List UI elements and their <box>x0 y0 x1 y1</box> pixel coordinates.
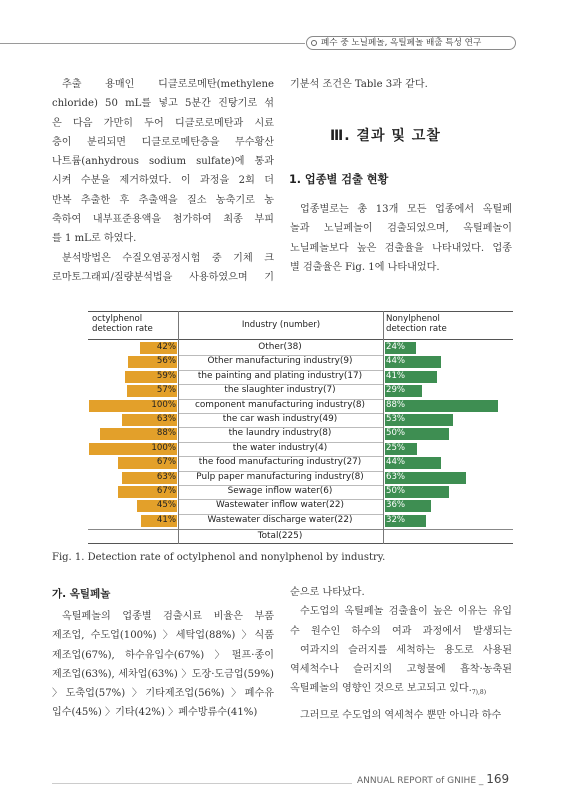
bullet-icon <box>311 40 317 46</box>
detection-rate-chart <box>88 311 513 544</box>
text-line: 순으로 나타났다. <box>290 587 365 598</box>
total-count: Total(225) <box>257 531 303 541</box>
text-line: 추출 용매인 디클로로메탄(methylene <box>62 79 274 90</box>
text-line: 노닐페놀보다 높은 검출율을 나타내었다. 업종 <box>290 242 512 254</box>
industry-label: the water industry(4) <box>232 442 328 453</box>
nonylphenol-value-label: 53% <box>386 414 406 424</box>
running-head-text: 폐수 중 노닐페놀, 옥틸페놀 배출 특성 연구 <box>321 38 482 48</box>
octylphenol-value-label: 63% <box>156 414 176 424</box>
text-line: 수 원수인 하수의 여과 과정에서 발생되는 <box>290 625 512 637</box>
nonylphenol-value-label: 32% <box>386 514 406 525</box>
row-separator <box>179 370 383 371</box>
header-nonylphenol-line2: detection rate <box>386 324 447 334</box>
row-separator <box>179 384 383 385</box>
nonylphenol-value-label: 44% <box>386 457 406 468</box>
octylphenol-value-label: 67% <box>156 486 176 496</box>
nonylphenol-value-label: 63% <box>386 471 406 482</box>
nonylphenol-value-label: 50% <box>386 486 406 496</box>
header-octylphenol-line2: detection rate <box>92 324 153 334</box>
text-line: 반복 추출한 후 추출액을 질소 농축기로 농 <box>52 194 274 206</box>
industry-label: the food manufacturing industry(27) <box>198 457 362 468</box>
text-line: 그러므로 수도업의 역세척수 뿐만 아니라 하수 <box>300 710 502 722</box>
right-column-upper <box>290 75 512 94</box>
industry-label: Wastewater inflow water(22) <box>215 500 344 511</box>
text-line: 제조업(67%), 하수유입수(67%) 〉펄프·종이 <box>52 649 274 661</box>
nonylphenol-value-label: 29% <box>386 385 406 396</box>
industry-label: the laundry industry(8) <box>228 428 332 439</box>
row-separator <box>179 471 383 472</box>
header-octylphenol-line1: octylphenol <box>92 314 143 324</box>
header-octylphenol <box>92 314 153 334</box>
industry-label: component manufacturing industry(8) <box>194 399 366 410</box>
text-line: 놀과 노닐페놀이 검출되었으며, 옥틸페놀이 <box>290 223 512 235</box>
nonylphenol-value-label: 44% <box>386 356 406 367</box>
header-nonylphenol-line1: Nonylphenol <box>386 314 440 324</box>
header-rule <box>0 43 305 44</box>
left-column-lower <box>52 583 274 723</box>
text-line: 수도업의 옥틸페놀 검출율이 높은 이유는 유입 <box>300 606 512 618</box>
right-column-detection <box>290 200 512 277</box>
text-line: 제조업(63%), 세차업(63%) 〉도장·도금업(59%) <box>52 668 274 680</box>
row-separator <box>179 399 383 400</box>
octylphenol-value-label: 41% <box>156 514 176 525</box>
text-line: 여과지의 슬러지를 세척하는 용도로 사용된 <box>300 644 512 656</box>
reference-superscript: 7),8) <box>471 689 487 697</box>
industry-label: the painting and plating industry(17) <box>197 370 363 381</box>
footer-rule <box>52 783 352 784</box>
row-separator <box>179 514 383 515</box>
industry-label: Wastewater discharge water(22) <box>207 514 353 525</box>
text-line: 옥틸페놀의 영향인 것으로 보고되고 있다. <box>290 683 472 695</box>
text-line: 옥틸페놀의 업종별 검출시료 비율은 부품 <box>62 611 274 622</box>
octylphenol-value-label: 100% <box>151 442 176 453</box>
text-line: 은 다음 가만히 두어 디클로로메탄과 시료 <box>52 117 274 129</box>
header-nonylphenol <box>386 314 447 334</box>
industry-label: Other manufacturing industry(9) <box>207 356 353 367</box>
footer <box>357 772 509 786</box>
industry-label: the slaughter industry(7) <box>224 385 336 396</box>
text-line: 축하여 내부표준용액을 첨가하여 최종 부피 <box>52 214 274 226</box>
left-column-upper <box>52 75 274 287</box>
industry-label: Pulp paper manufacturing industry(8) <box>196 471 364 482</box>
row-separator <box>179 427 383 428</box>
footer-journal: ANNUAL REPORT of GNIHE _ <box>357 776 487 786</box>
paragraph-detection <box>290 200 512 277</box>
table-header-rule <box>88 339 513 340</box>
table-divider-right <box>383 311 384 544</box>
paragraph-analysis-method <box>52 249 274 288</box>
industry-label: Other(38) <box>258 342 302 352</box>
industry-label: the car wash industry(49) <box>222 414 338 424</box>
nonylphenol-value-label: 88% <box>386 399 406 410</box>
text-line: 층이 분리되면 디클로로메탄층을 무수황산 <box>52 136 274 148</box>
row-separator <box>179 442 383 443</box>
row-separator <box>179 499 383 500</box>
text-line: 업종별로는 총 13개 모든 업종에서 옥틸페 <box>300 204 512 215</box>
octylphenol-value-label: 57% <box>156 385 176 396</box>
table-top-rule <box>88 311 513 312</box>
row-separator <box>179 413 383 414</box>
right-column-lower <box>290 583 512 725</box>
text-line: 분석방법은 수질오염공정시험 중 기체 크 <box>62 252 274 264</box>
text-line: 시켜 수분을 제거하였다. 이 과정을 2회 더 <box>52 175 274 187</box>
octylphenol-value-label: 63% <box>156 471 176 482</box>
text-line: 입수(45%) 〉기타(42%) 〉폐수방류수(41%) <box>52 707 258 719</box>
table-bottom-rule <box>88 543 513 544</box>
nonylphenol-value-label: 41% <box>386 370 406 381</box>
nonylphenol-value-label: 24% <box>386 342 406 352</box>
paragraph-water-industry <box>290 583 512 725</box>
octylphenol-value-label: 59% <box>156 370 176 381</box>
paragraph-table-ref: 기분석 조건은 Table 3과 같다. <box>290 79 428 90</box>
header-industry: Industry (number) <box>241 320 321 330</box>
running-head-label <box>306 36 516 50</box>
subsection-title: 1. 업종별 검출 현황 <box>289 173 389 186</box>
text-line: 〉도축업(57%) 〉기타제조업(56%) 〉폐수유 <box>52 688 274 700</box>
octylphenol-value-label: 45% <box>156 500 176 511</box>
nonylphenol-value-label: 36% <box>386 500 406 511</box>
paragraph-extraction <box>52 75 274 249</box>
text-line: 로마토그래피/질량분석법을 사용하였으며 기 <box>52 271 274 283</box>
figure-caption: Fig. 1. Detection rate of octylphenol and nonylphenol by industry. <box>52 552 386 563</box>
row-separator <box>179 485 383 486</box>
page-number: 169 <box>486 772 510 786</box>
text-line: 별 검출율은 Fig. 1에 나타내었다. <box>290 261 440 273</box>
nonylphenol-value-label: 25% <box>386 442 406 453</box>
nonylphenol-value-label: 50% <box>386 428 406 439</box>
row-separator <box>179 355 383 356</box>
octylphenol-value-label: 100% <box>151 399 176 410</box>
row-separator <box>179 456 383 457</box>
running-head <box>0 36 565 50</box>
text-line: chloride) 50 mL를 넣고 5분간 진탕기로 섞 <box>52 98 274 110</box>
octylphenol-value-label: 67% <box>156 457 176 468</box>
text-line: 제조업, 수도업(100%) 〉세탁업(88%) 〉식품 <box>52 630 274 642</box>
section-title: Ⅲ. 결과 및 고찰 <box>330 128 441 144</box>
industry-label: Sewage inflow water(6) <box>227 486 333 496</box>
text-line: 나트륨(anhydrous sodium sulfate)에 통과 <box>52 156 274 168</box>
octylphenol-value-label: 56% <box>156 356 176 367</box>
paragraph-octylphenol-ranking <box>52 607 274 723</box>
octylphenol-value-label: 88% <box>156 428 176 439</box>
octylphenol-value-label: 42% <box>156 342 176 352</box>
octylphenol-heading: 가. 옥틸페놀 <box>52 588 111 600</box>
text-line: 를 1 mL로 하였다. <box>52 233 137 245</box>
text-line: 역세척수나 슬러지의 고형물에 흡착·농축된 <box>290 664 512 676</box>
